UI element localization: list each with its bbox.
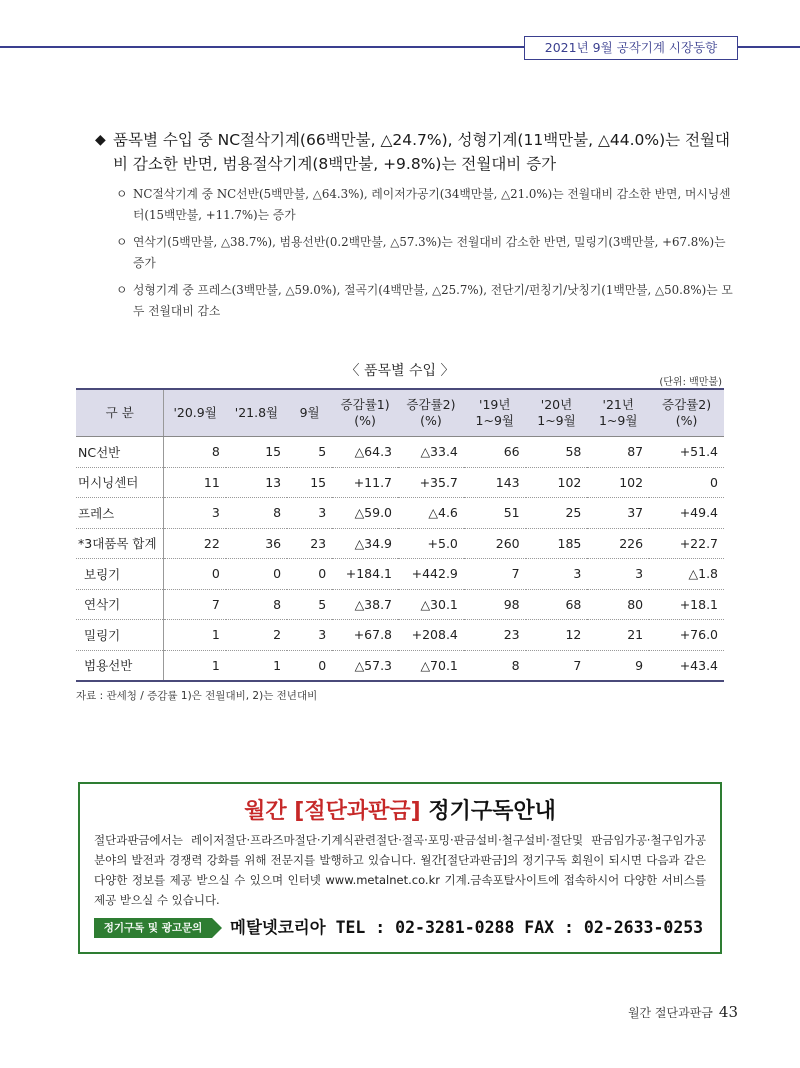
table-cell: 68 <box>526 589 588 620</box>
table-unit: (단위: 백만불) <box>659 377 722 388</box>
table-cell: 87 <box>587 437 649 468</box>
ad-title-subscription: 정기구독안내 <box>428 799 556 824</box>
list-item-text: 성형기계 중 프레스(3백만불, △59.0%), 절곡기(4백만불, △25.7%), 전단기/펀칭기/낫칭기(1백만불, △50.8%)는 모두 전월대비 감소 <box>133 283 733 318</box>
table-cell: 80 <box>587 589 649 620</box>
table-header-cell: 9월 <box>287 389 332 437</box>
table-header-cell: 증감률1)(%) <box>332 389 398 437</box>
running-header: 2021년 9월 공작기계 시장동향 <box>524 36 738 60</box>
table-header-cell: 증감률2)(%) <box>398 389 464 437</box>
table-cell: 0 <box>287 559 332 590</box>
table-cell: 1 <box>164 620 226 651</box>
table-cell: 25 <box>526 498 588 529</box>
table-header-cell: 증감률2)(%) <box>649 389 724 437</box>
table-row <box>76 528 724 559</box>
table-cell: +184.1 <box>332 559 398 590</box>
table-cell: △30.1 <box>398 589 464 620</box>
table-cell: +22.7 <box>649 528 724 559</box>
table-cell: 2 <box>226 620 287 651</box>
table-cell: 102 <box>526 467 588 498</box>
table-cell: +51.4 <box>649 437 724 468</box>
table-cell: 8 <box>226 589 287 620</box>
table-cell: 8 <box>464 650 526 681</box>
table-cell: 36 <box>226 528 287 559</box>
table-row <box>76 620 724 651</box>
table-cell: △64.3 <box>332 437 398 468</box>
table-cell: 7 <box>526 650 588 681</box>
table-cell: 0 <box>226 559 287 590</box>
table-cell: 143 <box>464 467 526 498</box>
table-cell: 226 <box>587 528 649 559</box>
table-cell: +208.4 <box>398 620 464 651</box>
import-table <box>76 388 724 682</box>
table-cell: △34.9 <box>332 528 398 559</box>
table-cell: 0 <box>164 559 226 590</box>
table-cell: 9 <box>587 650 649 681</box>
table-cell: 3 <box>587 559 649 590</box>
circle-bullet-icon: ㅇ <box>116 235 128 249</box>
table-header-cell: 구 분 <box>76 389 164 437</box>
table-header-cell: '20년 1~9월 <box>526 389 588 437</box>
table-row-label: NC선반 <box>76 437 164 468</box>
table-cell: 1 <box>226 650 287 681</box>
table-cell: 58 <box>526 437 588 468</box>
table-cell: +49.4 <box>649 498 724 529</box>
table-header-cell: '19년 1~9월 <box>464 389 526 437</box>
table-cell: +18.1 <box>649 589 724 620</box>
table-cell: +11.7 <box>332 467 398 498</box>
table-cell: 1 <box>164 650 226 681</box>
table-cell: 5 <box>287 437 332 468</box>
table-cell: 51 <box>464 498 526 529</box>
table-cell: 15 <box>287 467 332 498</box>
table-cell: △57.3 <box>332 650 398 681</box>
list-item-text: 연삭기(5백만불, △38.7%), 범용선반(0.2백만불, △57.3%)는 전월대비 감소한 반면, 밀링기(3백만불, +67.8%)는 증가 <box>133 235 726 270</box>
table-cell: 15 <box>226 437 287 468</box>
summary-paragraph <box>95 128 735 176</box>
table-row <box>76 467 724 498</box>
table-cell: 12 <box>526 620 588 651</box>
table-cell: 98 <box>464 589 526 620</box>
table-cell: +5.0 <box>398 528 464 559</box>
table-cell: 7 <box>164 589 226 620</box>
table-cell: +35.7 <box>398 467 464 498</box>
table-cell: 11 <box>164 467 226 498</box>
table-row-label: 보링기 <box>76 559 164 590</box>
table-cell: +442.9 <box>398 559 464 590</box>
table-cell: 22 <box>164 528 226 559</box>
table-title: 〈 품목별 수입 〉 <box>345 363 455 379</box>
table-row-label: 밀링기 <box>76 620 164 651</box>
table-cell: △70.1 <box>398 650 464 681</box>
table-cell: 3 <box>287 498 332 529</box>
table-cell: 185 <box>526 528 588 559</box>
list-item <box>116 280 738 322</box>
table-row-label: 범용선반 <box>76 650 164 681</box>
table-cell: 0 <box>649 467 724 498</box>
table-row <box>76 650 724 681</box>
table-row <box>76 498 724 529</box>
page-number: 43 <box>718 1003 738 1021</box>
table-header-row <box>76 389 724 437</box>
ad-contact-tag: 정기구독 및 광고문의 <box>94 918 212 938</box>
footer-magazine-name: 월간 절단과판금 <box>627 1006 713 1020</box>
subscription-ad-box <box>78 782 722 954</box>
circle-bullet-icon: ㅇ <box>116 187 128 201</box>
list-item-text: NC절삭기계 중 NC선반(5백만불, △64.3%), 레이저가공기(34백만불, △21.0%)는 전월대비 감소한 반면, 머시닝센터(15백만불, +11.7%)는 증가 <box>133 187 731 222</box>
table-source-note: 자료 : 관세청 / 증감률 1)은 전월대비, 2)는 전년대비 <box>76 690 318 702</box>
table-row <box>76 437 724 468</box>
table-cell: △59.0 <box>332 498 398 529</box>
circle-bullet-icon: ㅇ <box>116 283 128 297</box>
table-cell: +67.8 <box>332 620 398 651</box>
table-cell: 23 <box>464 620 526 651</box>
ad-title-magazine: 월간 [절단과판금] <box>244 799 421 824</box>
ad-contact-info: 메탈넷코리아 TEL : 02-3281-0288 FAX : 02-2633-0253 <box>230 918 704 937</box>
summary-text: 품목별 수입 중 NC절삭기계(66백만불, △24.7%), 성형기계(11백만불, △44.0%)는 전월대비 감소한 반면, 범용절삭기계(8백만불, +9.8%)는 전월대비 증가 <box>113 131 730 173</box>
table-row-label: 머시닝센터 <box>76 467 164 498</box>
table-cell: +76.0 <box>649 620 724 651</box>
table-cell: 7 <box>464 559 526 590</box>
table-cell: 3 <box>287 620 332 651</box>
table-row <box>76 589 724 620</box>
table-cell: 3 <box>164 498 226 529</box>
table-cell: 102 <box>587 467 649 498</box>
table-cell: 66 <box>464 437 526 468</box>
diamond-bullet-icon: ◆ <box>95 132 106 148</box>
table-row-label: 연삭기 <box>76 589 164 620</box>
table-cell: △1.8 <box>649 559 724 590</box>
table-row <box>76 559 724 590</box>
ad-body-text: 절단과판금에서는 레이저절단·프라즈마절단·기계식관련절단·절곡·포밍·판금설비·철구설비·절단및 판금임가공·철구임가공 분야의 발전과 경쟁력 강화를 위해 전문지를 발행하고 있습니다. 월간[절단과판금]의 정기구독 회원이 되시면 다음과 같은 다양한 정보를 제공 받으실 수 있으며 인터넷 www.metalnet.co.kr 기계.금속포탈사이트에 접속하시어 다양한 서비스를 제공 받으실 수 있습니다. <box>94 833 706 907</box>
table-cell: 3 <box>526 559 588 590</box>
table-cell: 5 <box>287 589 332 620</box>
table-cell: 37 <box>587 498 649 529</box>
ad-title <box>80 794 720 825</box>
table-cell: 8 <box>164 437 226 468</box>
table-row-label: 프레스 <box>76 498 164 529</box>
table-cell: +43.4 <box>649 650 724 681</box>
list-item <box>116 184 738 226</box>
table-header-cell: '20.9월 <box>164 389 226 437</box>
table-cell: 0 <box>287 650 332 681</box>
table-cell: 8 <box>226 498 287 529</box>
table-body <box>76 437 724 682</box>
table-cell: 260 <box>464 528 526 559</box>
table-cell: △4.6 <box>398 498 464 529</box>
page-footer <box>628 1003 738 1021</box>
table-cell: △33.4 <box>398 437 464 468</box>
table-row-label: *3대품목 합계 <box>76 528 164 559</box>
table-header-cell: '21년 1~9월 <box>587 389 649 437</box>
table-cell: 23 <box>287 528 332 559</box>
list-item <box>116 232 738 274</box>
bullet-list <box>116 184 738 328</box>
table-cell: 13 <box>226 467 287 498</box>
table-cell: 21 <box>587 620 649 651</box>
table-header-cell: '21.8월 <box>226 389 287 437</box>
table-cell: △38.7 <box>332 589 398 620</box>
